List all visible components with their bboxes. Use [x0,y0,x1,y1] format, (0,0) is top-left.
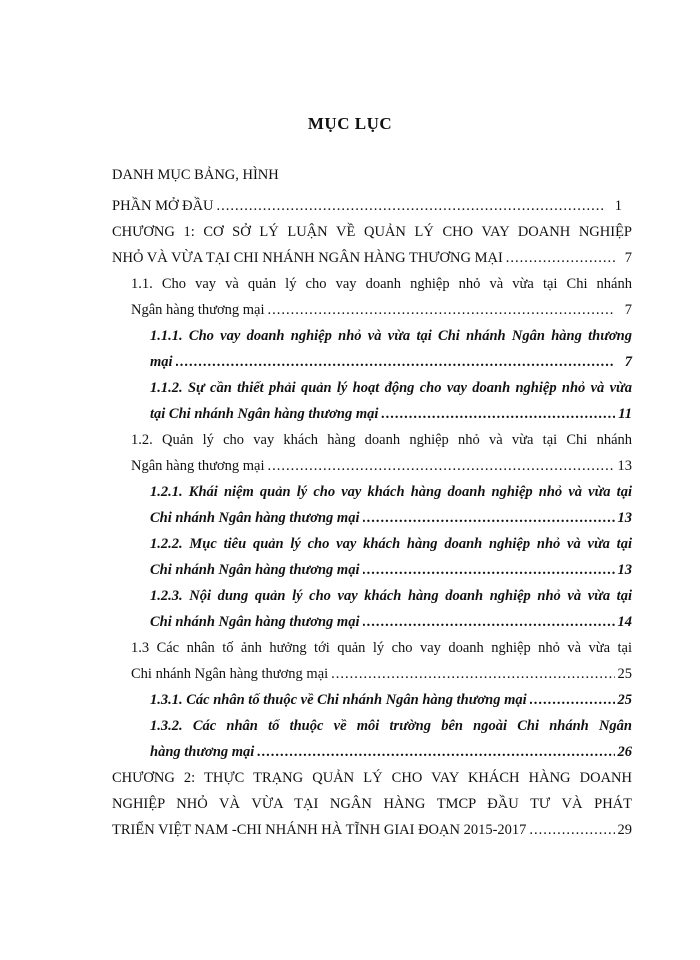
toc-entry-text: mại [150,354,173,370]
toc-entry-text: Ngân hàng thương mại [131,302,265,318]
toc-entry-text: 1.1.1. Cho vay doanh nghiệp nhỏ và vừa tại Chi nhánh Ngân hàng thương [150,328,632,344]
dot-leader [363,559,615,581]
toc-entry-text: 1.3.1. Các nhân tố thuộc về Chi nhánh Ngân hàng thương mại [150,692,527,708]
toc-entry-1-2-3-cont[interactable] [150,611,632,633]
dot-leader [363,507,615,529]
toc-entry-chapter-2-cont-2[interactable] [112,819,632,841]
toc-entry-text: tại Chi nhánh Ngân hàng thương mại [150,406,379,422]
toc-entry-text: NHỎ VÀ VỪA TẠI CHI NHÁNH NGÂN HÀNG THƯƠNG MẠI [112,250,503,266]
toc-entry-chapter-2-cont[interactable] [112,793,632,815]
dot-leader [257,741,614,763]
page-title: MỤC LỤC [307,114,393,133]
toc-entry-text: DANH MỤC BẢNG, HÌNH [112,167,279,183]
toc-entry-chapter-1[interactable] [112,221,632,243]
toc-entry-text: NGHIỆP NHỎ VÀ VỪA TẠI NGÂN HÀNG TMCP ĐẦU TƯ VÀ PHÁT [112,796,632,812]
toc-page-number: 11 [618,406,632,422]
toc-page-number: 7 [624,250,632,266]
dot-leader [331,663,614,685]
toc-entry-text: 1.3 Các nhân tố ảnh hưởng tới quản lý cho vay doanh nghiệp nhỏ và vừa tại [131,640,632,656]
toc-page-number: 14 [617,614,632,630]
toc-page-number: 13 [617,562,632,578]
toc-entry-1-1-cont[interactable] [131,299,632,321]
toc-entry-1-2-2-cont[interactable] [150,559,632,581]
toc-entry-1-2-1[interactable] [150,481,632,503]
toc-entry-1-3[interactable] [131,637,632,659]
dot-leader [363,611,615,633]
dot-leader [176,351,615,373]
toc-entry-1-2-cont[interactable] [131,455,632,477]
toc-page-number: 26 [617,744,632,760]
toc-entry-text: CHƯƠNG 2: THỰC TRẠNG QUẢN LÝ CHO VAY KHÁCH HÀNG DOANH [112,770,632,786]
toc-entry-text: CHƯƠNG 1: CƠ SỞ LÝ LUẬN VỀ QUẢN LÝ CHO VAY DOANH NGHIỆP [112,224,632,240]
toc-page-number: 13 [617,458,632,474]
dot-leader [217,195,605,217]
toc-entry-1-3-2-cont[interactable] [150,741,632,763]
toc-entry-1-3-1[interactable] [150,689,632,711]
toc-entry-text: 1.2.2. Mục tiêu quản lý cho vay khách hàng doanh nghiệp nhỏ và vừa tại [150,536,632,552]
toc-entry-1-2-2[interactable] [150,533,632,555]
toc-entry-1-2-3[interactable] [150,585,632,607]
toc-entry-chapter-1-cont[interactable] [112,247,632,269]
toc-entry-1-1-2[interactable] [150,377,632,399]
toc-entry-1-1-1[interactable] [150,325,632,347]
toc-entry-text: 1.2.3. Nội dung quản lý cho vay khách hàng doanh nghiệp nhỏ và vừa tại [150,588,632,604]
dot-leader [530,689,615,711]
dot-leader [381,403,615,425]
dot-leader [268,299,615,321]
toc-entry-text: 1.2. Quản lý cho vay khách hàng doanh nghiệp nhỏ và vừa tại Chi nhánh [131,432,632,448]
toc-page-number: 7 [624,354,632,370]
toc-entry-text: 1.1.2. Sự cần thiết phải quản lý hoạt động cho vay doanh nghiệp nhỏ và vừa [150,380,632,396]
toc-entry-text: 1.2.1. Khái niệm quản lý cho vay khách hàng doanh nghiệp nhỏ và vừa tại [150,484,632,500]
toc-entry-text: TRIỂN VIỆT NAM -CHI NHÁNH HÀ TĨNH GIAI ĐOẠN 2015-2017 [112,822,527,838]
toc-entry-introduction[interactable] [112,195,622,217]
toc-entry-1-1[interactable] [131,273,632,295]
toc-entry-chapter-2[interactable] [112,767,632,789]
toc-entry-text: Chi nhánh Ngân hàng thương mại [150,510,360,526]
toc-entry-1-3-cont[interactable] [131,663,632,685]
toc-entry-1-2[interactable] [131,429,632,451]
toc-entry-text: Chi nhánh Ngân hàng thương mại [150,614,360,630]
toc-entry-text: PHẦN MỞ ĐẦU [112,198,214,214]
toc-entry-list-of-tables[interactable] [112,164,612,186]
toc-page-number: 25 [617,666,632,682]
toc-page-number: 1 [614,198,622,214]
toc-entry-1-2-1-cont[interactable] [150,507,632,529]
toc-entry-text: Ngân hàng thương mại [131,458,265,474]
toc-entry-1-1-2-cont[interactable] [150,403,632,425]
toc-entry-text: Chi nhánh Ngân hàng thương mại [150,562,360,578]
toc-entry-text: 1.3.2. Các nhân tố thuộc về môi trường bên ngoài Chi nhánh Ngân [150,718,632,734]
dot-leader [268,455,615,477]
toc-page-number: 13 [617,510,632,526]
toc-entry-text: 1.1. Cho vay và quản lý cho vay doanh nghiệp nhỏ và vừa tại Chi nhánh [131,276,632,292]
dot-leader [506,247,615,269]
toc-page-number: 7 [624,302,632,318]
dot-leader [529,819,614,841]
toc-page-number: 29 [617,822,632,838]
toc-entry-1-1-1-cont[interactable] [150,351,632,373]
toc-entry-text: hàng thương mại [150,744,255,760]
toc-entry-text: Chi nhánh Ngân hàng thương mại [131,666,329,682]
toc-entry-1-3-2[interactable] [150,715,632,737]
toc-page-number: 25 [617,692,632,708]
